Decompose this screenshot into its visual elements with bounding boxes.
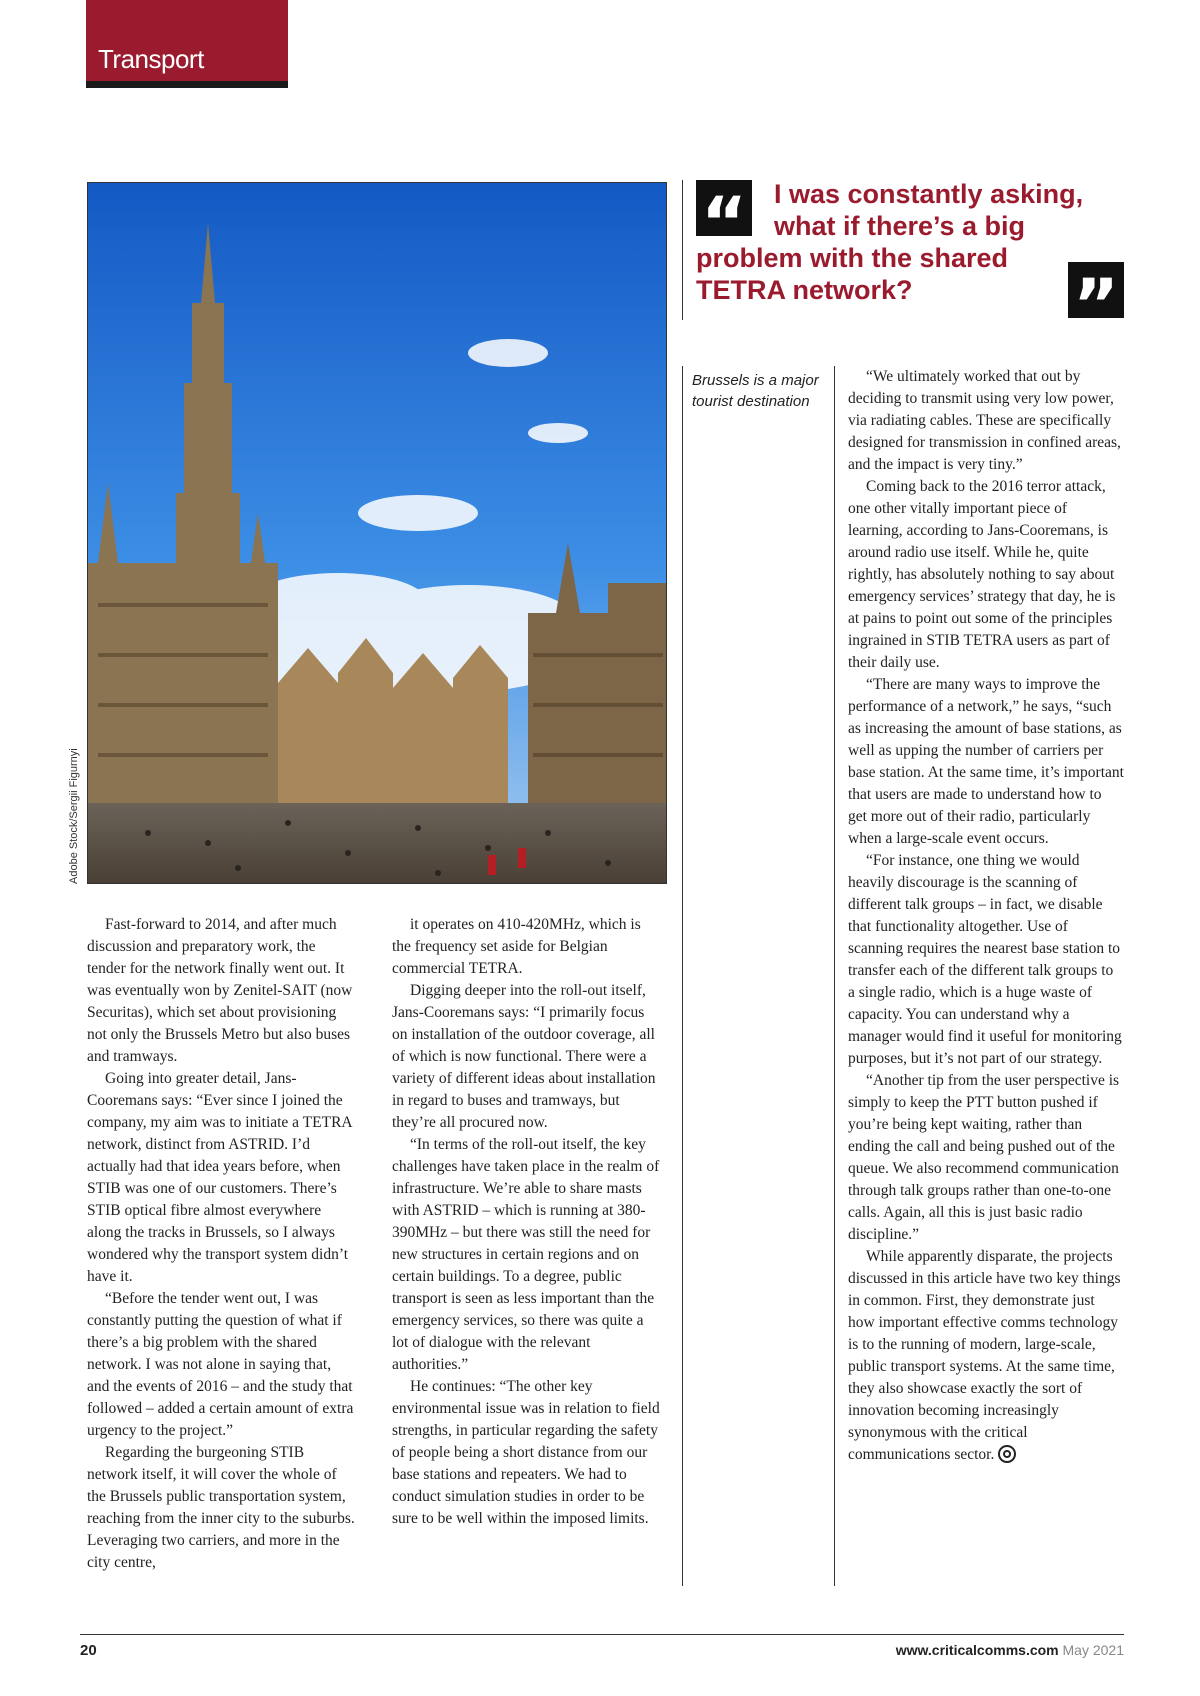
paragraph: it operates on 410-420MHz, which is the frequency set aside for Belgian commercial TETRA. [392, 916, 641, 977]
paragraph: “Another tip from the user perspective is simply to keep the PTT button pushed if you’re being kept waiting, rather than ending the call and being pushed out of the queue. We also recommend communication through talk groups rather than one-to-one calls. Again, all this is just basic radio discipline.” [848, 1072, 1120, 1243]
footer-website[interactable]: www.criticalcomms.com [895, 1642, 1059, 1658]
pullquote-line1: I was constantly asking, [774, 179, 1084, 209]
footer-publication [896, 1642, 1124, 1658]
pullquote-line4: TETRA network? [696, 275, 913, 305]
pullquote-line3: problem with the shared [696, 243, 1009, 273]
close-quote-icon: ” [1068, 262, 1124, 318]
photo-credit: Adobe Stock/Sergii Figurnyi [68, 748, 80, 884]
paragraph: Regarding the burgeoning STIB network itself, it will cover the whole of the Brussels public transportation system, reaching from the inner city to the suburbs. Leveraging two carriers, and more in the city centre, [87, 1444, 355, 1571]
pullquote-line2: what if there’s a big [774, 211, 1026, 241]
paragraph: Coming back to the 2016 terror attack, one other vitally important piece of learning, according to Jans-Cooremans, is around radio use itself. While he, quite rightly, has absolutely nothing to say about emergency services’ strategy that day, he is at pains to point out some of the principles ingrained in STIB TETRA users as part of their daily use. [848, 478, 1116, 671]
photo-caption: Brussels is a major tourist destination [692, 372, 819, 410]
article-photo [87, 182, 667, 884]
section-tab [86, 0, 288, 88]
paragraph: “We ultimately worked that out by deciding to transmit using very low power, via radiating cables. These are specifically designed for transmission in confined areas, and the impact is very tiny.” [848, 368, 1121, 473]
open-quote-icon: “ [696, 180, 752, 236]
paragraph: “For instance, one thing we would heavily discourage is the scanning of different talk groups – in fact, we disable that functionality altogether. Use of scanning requires the nearest base station to transfer each of the different talk groups to a single radio, which is a huge waste of capacity. You can understand why a manager would find it useful for monitoring purposes, but it’s not part of our strategy. [848, 852, 1122, 1067]
footer-rule [80, 1634, 1124, 1635]
end-of-article-icon [998, 1445, 1016, 1463]
column-rule-caption [834, 366, 835, 1586]
section-label: Transport [98, 44, 204, 74]
page-number: 20 [80, 1642, 97, 1659]
paragraph: He continues: “The other key environmental issue was in relation to field strengths, in particular regarding the safety of people being a short distance from our base stations and repeaters. We had to conduct simulation studies in order to be sure to be well within the imposed limits. [392, 1378, 660, 1527]
article-column-3 [848, 366, 1124, 1466]
footer-date: May 2021 [1062, 1642, 1124, 1658]
pull-quote [696, 178, 1096, 306]
article-column-1 [87, 914, 357, 1574]
paragraph: Digging deeper into the roll-out itself, Jans-Cooremans says: “I primarily focus on installation of the outdoor coverage, all of which is now functional. There were a variety of different ideas about installation in regard to buses and tramways, but they’re all procured now. [392, 982, 656, 1131]
paragraph: Going into greater detail, Jans-Cooremans says: “Ever since I joined the company, my aim was to initiate a TETRA network, distinct from ASTRID. I’d actually had that idea years before, when STIB was one of our customers. There’s STIB optical fibre almost everywhere along the tracks in Brussels, so I always wondered why the transport system didn’t have it. [87, 1070, 352, 1285]
paragraph-last-text: While apparently disparate, the projects discussed in this article have two key things in common. First, they demonstrate just how important effective comms technology is to the running of modern, large-scale, public transport systems. At the same time, they also showcase exactly the sort of innovation becoming increasingly synonymous with the critical communications sector. [848, 1248, 1121, 1463]
column-rule-mid [682, 366, 683, 1586]
pullquote-rule [682, 180, 683, 320]
paragraph: “There are many ways to improve the performance of a network,” he says, “such as increasing the amount of base stations, as well as upping the number of carriers per base station. At the same time, it’s important that users are made to understand how to get more out of their radio, particularly when a large-scale event occurs. [848, 676, 1124, 847]
article-column-2 [392, 914, 662, 1530]
paragraph: Fast-forward to 2014, and after much discussion and preparatory work, the tender for the network finally went out. It was eventually won by Zenitel-SAIT (now Securitas), which set about provisioning not only the Brussels Metro but also buses and tramways. [87, 916, 353, 1065]
paragraph-last [848, 1246, 1124, 1466]
paragraph: “Before the tender went out, I was constantly putting the question of what if there’s a big problem with the shared network. I was not alone in saying that, and the events of 2016 – and the study that followed – added a certain amount of extra urgency to the project.” [87, 1290, 354, 1439]
paragraph: “In terms of the roll-out itself, the key challenges have taken place in the realm of infrastructure. We’re able to share masts with ASTRID – which is running at 380-390MHz – but there was still the need for new structures in certain regions and on certain buildings. To a degree, public transport is seen as less important than the emergency services, so there was quite a lot of dialogue with the relevant authorities.” [392, 1136, 660, 1373]
grand-place-illustration [88, 183, 666, 883]
